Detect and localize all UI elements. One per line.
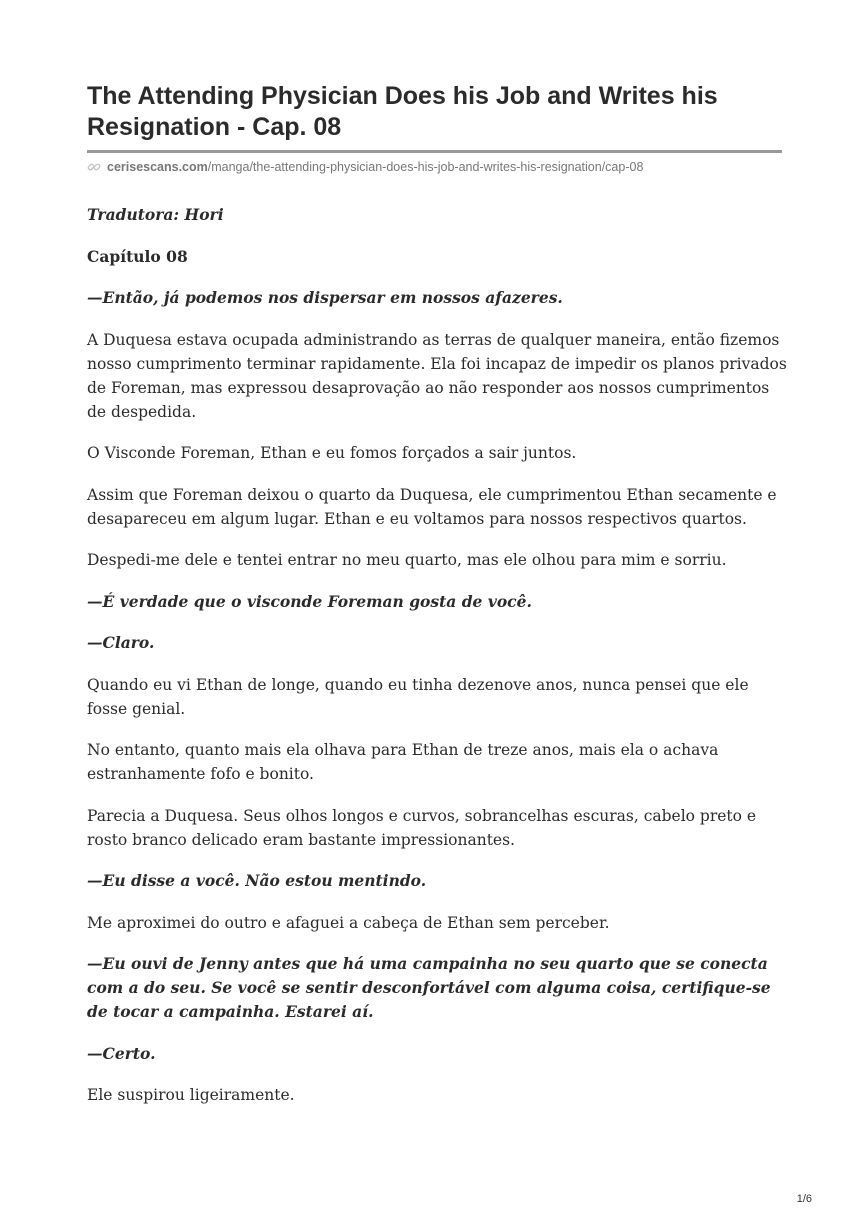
link-icon [87, 160, 101, 174]
dialogue-paragraph: —Certo. [87, 1043, 156, 1063]
dialogue-paragraph: —Claro. [87, 633, 155, 652]
page-number: 1/6 [796, 1193, 812, 1205]
body-paragraph: A Duquesa estava ocupada administrando as terras de qualquer maneira, então fizemos nosso cumprimento terminar rapidamente. Ela foi incapaz de impedir os planos privados de Foreman, mas expressou desaprovação ao não responder aos nossos cumprimentos de despedida. [87, 330, 787, 421]
dialogue-paragraph: —Eu ouvi de Jenny antes que há uma campainha no seu quarto que se conecta com a do seu. Se você se sentir desconfortável com alguma coisa, certifique-se de tocar a campainha. Estarei aí. [87, 954, 771, 1021]
body-paragraph: Me aproximei do outro e afaguei a cabeça de Ethan sem perceber. [87, 913, 610, 932]
title-divider [87, 150, 782, 153]
body-paragraph: Despedi-me dele e tentei entrar no meu quarto, mas ele olhou para mim e sorriu. [87, 551, 727, 569]
body-paragraph: No entanto, quanto mais ela olhava para Ethan de treze anos, mais ela o achava estranhamente fofo e bonito. [87, 741, 719, 783]
dialogue-paragraph: —Então, já podemos nos dispersar em nossos afazeres. [87, 288, 563, 307]
body-paragraph: Quando eu vi Ethan de longe, quando eu tinha dezenove anos, nunca pensei que ele fosse genial. [87, 675, 749, 718]
body-paragraph: Assim que Foreman deixou o quarto da Duquesa, ele cumprimentou Ethan secamente e desapareceu em algum lugar. Ethan e eu voltamos para nossos respectivos quartos. [87, 485, 777, 528]
chapter-heading: Capítulo 08 [87, 246, 188, 266]
dialogue-paragraph: —É verdade que o visconde Foreman gosta de você. [87, 591, 532, 611]
body-paragraph: Parecia a Duquesa. Seus olhos longos e curvos, sobrancelhas escuras, cabelo preto e rosto branco delicado eram bastante impressionantes. [87, 806, 757, 849]
dialogue-paragraph: —Eu disse a você. Não estou mentindo. [87, 871, 427, 890]
translator-credit: Tradutora: Hori [87, 205, 224, 224]
url-domain[interactable]: cerisescans.com [107, 160, 208, 174]
page-title: The Attending Physician Does his Job and Writes his Resignation - Cap. 08 [87, 82, 718, 141]
body-paragraph: Ele suspirou ligeiramente. [87, 1086, 295, 1104]
article-body [87, 203, 787, 1125]
body-paragraph: O Visconde Foreman, Ethan e eu fomos forçados a sair juntos. [87, 444, 577, 462]
url-path[interactable]: /manga/the-attending-physician-does-his-job-and-writes-his-resignation/cap-08 [207, 160, 644, 174]
source-url[interactable] [87, 160, 787, 174]
